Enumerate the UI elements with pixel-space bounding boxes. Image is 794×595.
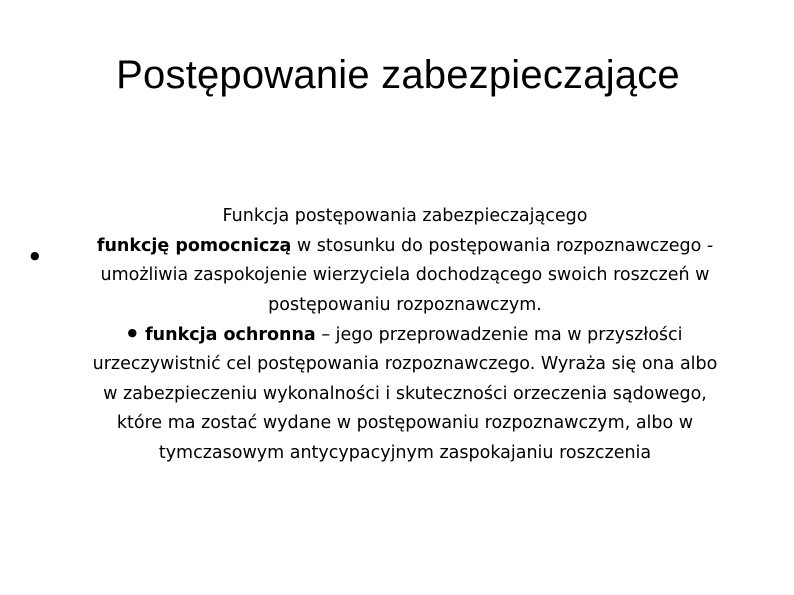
term-ochronna: funkcja ochronna xyxy=(145,324,316,345)
item2-line2: urzeczywistnić cel postępowania rozpoznawczego. Wyraża się ona albo xyxy=(92,354,718,375)
item1-text: w stosunku do postępowania rozpoznawczego - xyxy=(291,235,714,256)
bullet-icon: ● xyxy=(30,248,40,262)
item2-line5: tymczasowym antycypacyjnym zaspokajaniu roszczenia xyxy=(158,442,652,463)
term-pomocnicza: funkcję pomocniczą xyxy=(96,235,292,256)
item2-line3: w zabezpieczeniu wykonalności i skuteczności orzeczenia sądowego, xyxy=(103,383,707,404)
list-item-pomocnicza xyxy=(30,232,780,262)
list-item-ochronna xyxy=(30,320,780,350)
body-heading: Funkcja postępowania zabezpieczającego xyxy=(222,206,588,226)
item1-line2: umożliwia zaspokojenie wierzyciela dochodzącego swoich roszczeń w xyxy=(100,265,710,285)
slide-body xyxy=(30,202,780,468)
item2-line4: które ma zostać wydane w postępowaniu rozpoznawczym, albo w xyxy=(116,413,694,434)
bullet-icon: ● xyxy=(127,326,138,339)
item2-text: – jego przeprowadzenie ma w przyszłości xyxy=(315,324,683,345)
item1-line3: postępowaniu rozpoznawczym. xyxy=(268,294,542,315)
slide-title: Postępowanie zabezpieczające xyxy=(116,53,680,97)
